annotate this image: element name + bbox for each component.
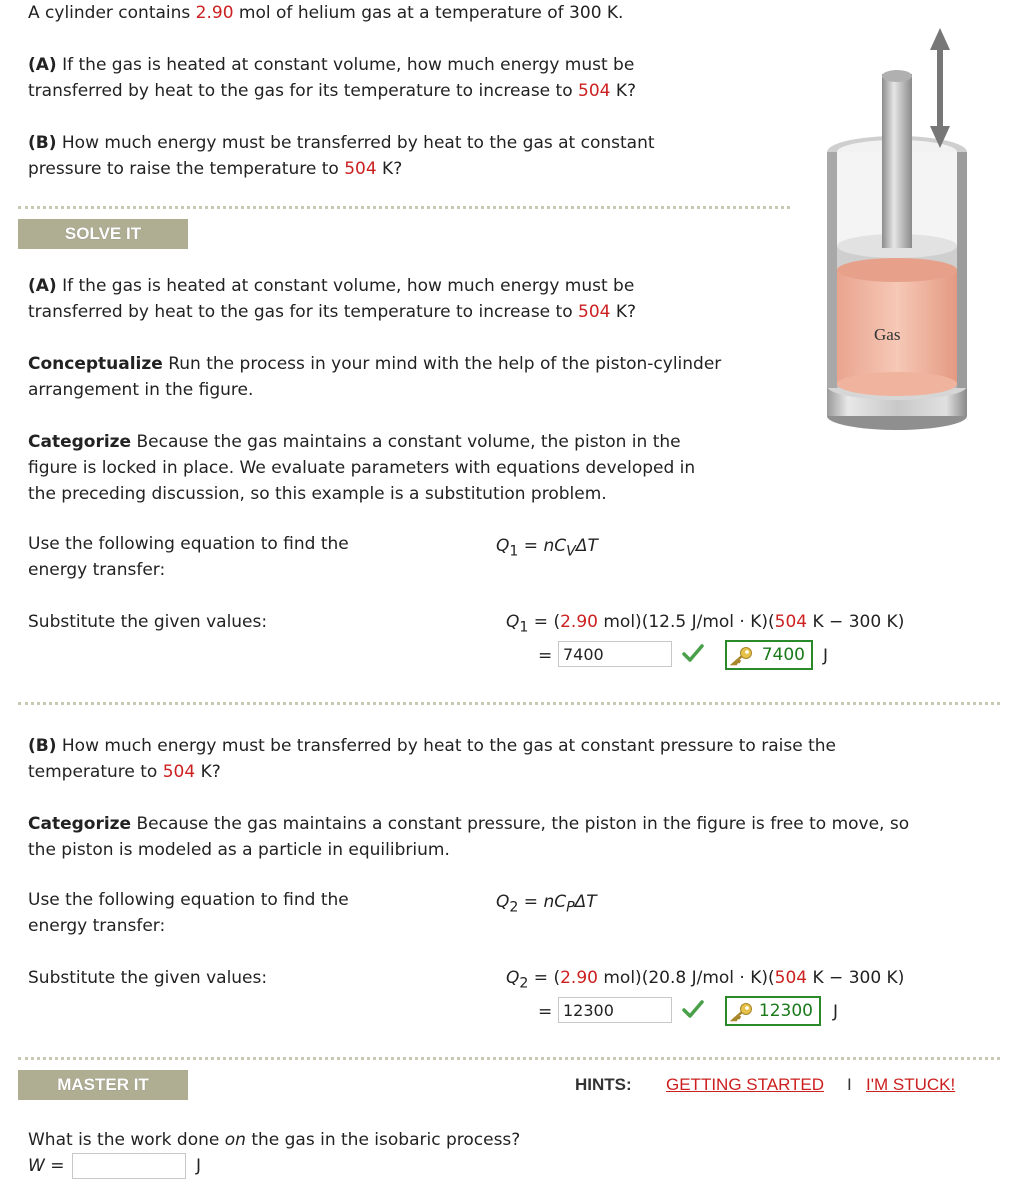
use-equation-label-b: Use the following equation to find the energy transfer:: [28, 890, 349, 936]
categorize-paragraph-a: Categorize Because the gas maintains a constant volume, the piston in the figure is locked in place. We evaluate parameters with equations developed in the preceding discussion, so this example is a substitution problem.: [28, 432, 696, 504]
work-input[interactable]: [72, 1153, 186, 1179]
equation-q1: $Q_1 = nC_V\Delta T$: [496, 536, 598, 560]
solve-it-tag: SOLVE IT: [18, 219, 188, 249]
w-label: W =: [28, 1156, 65, 1176]
key-icon: [730, 1002, 754, 1030]
getting-started-link[interactable]: GETTING STARTED: [666, 1075, 825, 1094]
part-b-question: (B) How much energy must be transferred by heat to the gas at constant pressure to raise the temperature to 504 K?: [28, 736, 836, 782]
im-stuck-link[interactable]: I'M STUCK!: [866, 1075, 956, 1094]
master-it-question: What is the work done on the gas in the isobaric process?: [28, 1130, 521, 1150]
key-icon: [730, 646, 754, 674]
answer-key-b[interactable]: 12300: [725, 996, 821, 1026]
equation-q2: $Q_2 = nC_P\Delta T$: [496, 892, 597, 916]
question-a: (A) If the gas is heated at constant volume, how much energy must be transferred by heat to the gas for its temperature to increase to 504 K?: [28, 55, 637, 101]
question-b: (B) How much energy must be transferred by heat to the gas at constant pressure to raise the temperature to 504 K?: [28, 133, 655, 179]
substitute-label-b: Substitute the given values:: [28, 968, 268, 988]
answer-key-a[interactable]: 7400: [725, 640, 813, 670]
divider: [18, 702, 1000, 705]
substitution-b: $Q_2 = (2.90$ mol)(20.8 J/mol · K)(504 K − 300 K): [506, 968, 905, 992]
problem-statement: [28, 0, 788, 182]
substitution-a: $Q_1 = (2.90$ mol)(12.5 J/mol · K)(504 K − 300 K): [506, 612, 905, 636]
part-b-section: [28, 733, 988, 863]
answer-input-a[interactable]: 7400: [558, 641, 672, 667]
part-a-question: (A) If the gas is heated at constant volume, how much energy must be transferred by heat to the gas for its temperature to increase to 504 K?: [28, 276, 637, 322]
categorize-paragraph-b: Categorize Because the gas maintains a constant pressure, the piston in the figure is free to move, so the piston is modeled as a particle in equilibrium.: [28, 814, 910, 860]
divider: [18, 1057, 1000, 1060]
check-icon: [682, 643, 704, 671]
problem-intro: A cylinder contains 2.90 mol of helium gas at a temperature of 300 K.: [28, 3, 624, 23]
use-equation-label-a: Use the following equation to find the energy transfer:: [28, 534, 349, 580]
hint-separator: I: [847, 1075, 852, 1094]
answer-input-b[interactable]: 12300: [558, 997, 672, 1023]
moles-value: 2.90: [195, 3, 234, 23]
divider: [18, 206, 790, 209]
check-icon: [682, 999, 704, 1027]
piston-cylinder-figure: [822, 24, 972, 444]
substitute-label-a: Substitute the given values:: [28, 612, 268, 632]
conceptualize-paragraph: Conceptualize Run the process in your mind with the help of the piston-cylinder arrangement in the figure.: [28, 354, 722, 400]
gas-label: Gas: [874, 325, 901, 344]
part-a-section: [28, 273, 798, 507]
hints-label: HINTS:: [575, 1075, 632, 1094]
master-it-tag: MASTER IT: [18, 1070, 188, 1100]
